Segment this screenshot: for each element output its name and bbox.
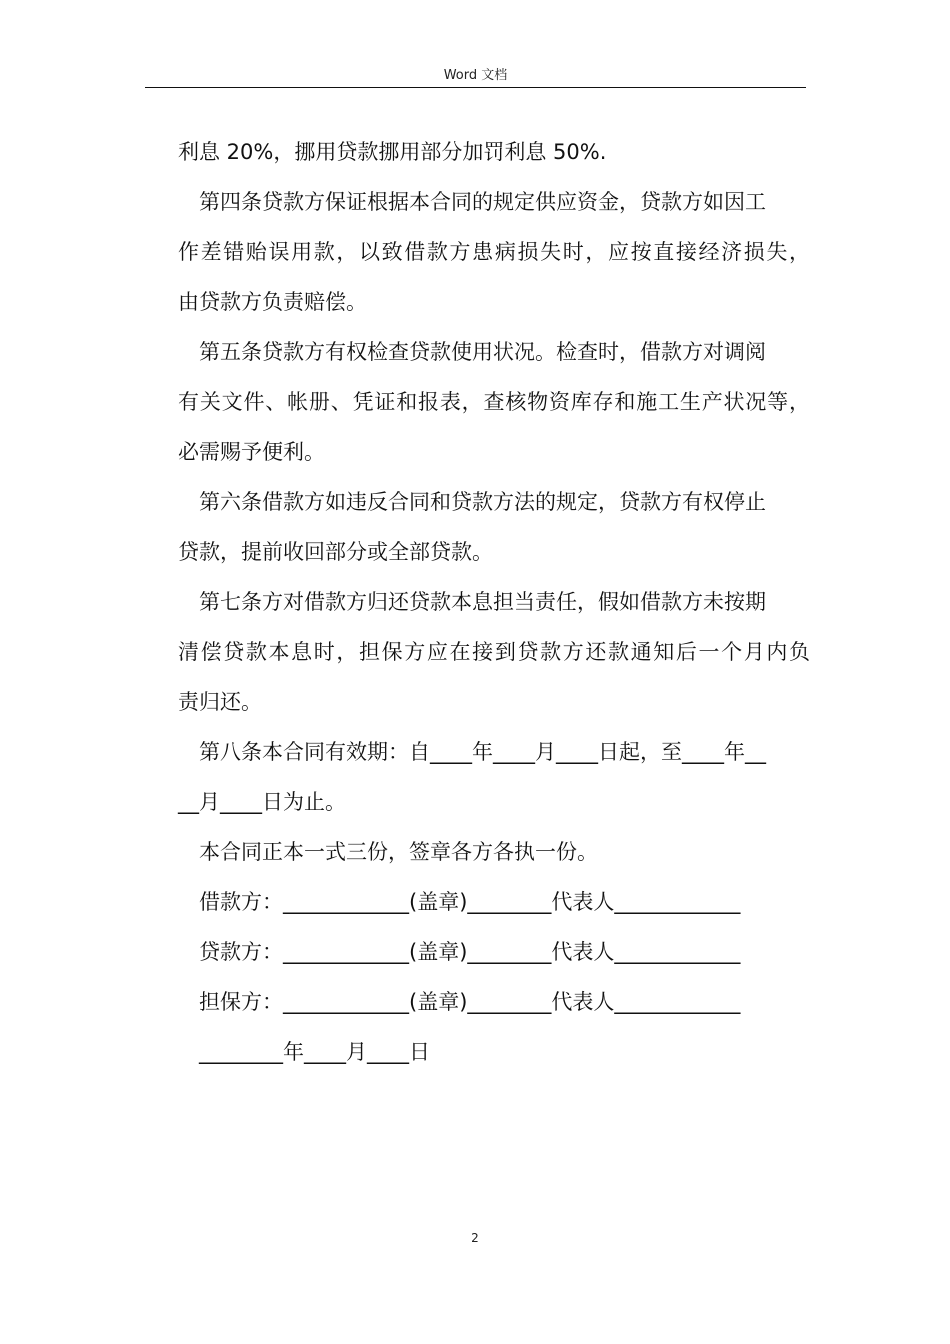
article-7-line-2: 清偿贷款本息时，担保方应在接到贷款方还款通知后一个月内负 bbox=[178, 640, 810, 664]
article-8-line-1: 第八条本合同有效期：自____年____月____日起，至____年__ bbox=[199, 740, 766, 764]
article-8-line-2: __月____日为止。 bbox=[178, 790, 346, 814]
page-number: 2 bbox=[471, 1231, 479, 1245]
signature-lender: 贷款方：____________(盖章)________代表人____________ bbox=[199, 940, 741, 964]
article-7-line-1: 第七条方对借款方归还贷款本息担当责任，假如借款方未按期 bbox=[199, 590, 766, 614]
article-5-line-2: 有关文件、帐册、凭证和报表，查核物资库存和施工生产状况等， bbox=[178, 390, 810, 414]
signature-date: ________年____月____日 bbox=[199, 1040, 430, 1064]
article-4-line-2: 作差错贻误用款，以致借款方患病损失时，应按直接经济损失， bbox=[178, 240, 810, 264]
article-6-line-2: 贷款，提前收回部分或全部贷款。 bbox=[178, 540, 493, 564]
article-4-line-3: 由贷款方负责赔偿。 bbox=[178, 290, 367, 314]
paragraph-line: 利息 20%，挪用贷款挪用部分加罚利息 50%. bbox=[178, 140, 607, 164]
page-header: Word 文档 bbox=[443, 68, 508, 83]
document-body bbox=[178, 127, 810, 1077]
article-7-line-3: 责归还。 bbox=[178, 690, 262, 714]
copies-clause: 本合同正本一式三份，签章各方各执一份。 bbox=[199, 840, 598, 864]
header-rule bbox=[145, 87, 806, 88]
article-5-line-3: 必需赐予便利。 bbox=[178, 440, 325, 464]
article-6-line-1: 第六条借款方如违反合同和贷款方法的规定，贷款方有权停止 bbox=[199, 490, 766, 514]
article-4-line-1: 第四条贷款方保证根据本合同的规定供应资金，贷款方如因工 bbox=[199, 190, 766, 214]
article-5-line-1: 第五条贷款方有权检查贷款使用状况。检查时，借款方对调阅 bbox=[199, 340, 766, 364]
signature-borrower: 借款方：____________(盖章)________代表人____________ bbox=[199, 890, 741, 914]
signature-guarantor: 担保方：____________(盖章)________代表人____________ bbox=[199, 990, 741, 1014]
